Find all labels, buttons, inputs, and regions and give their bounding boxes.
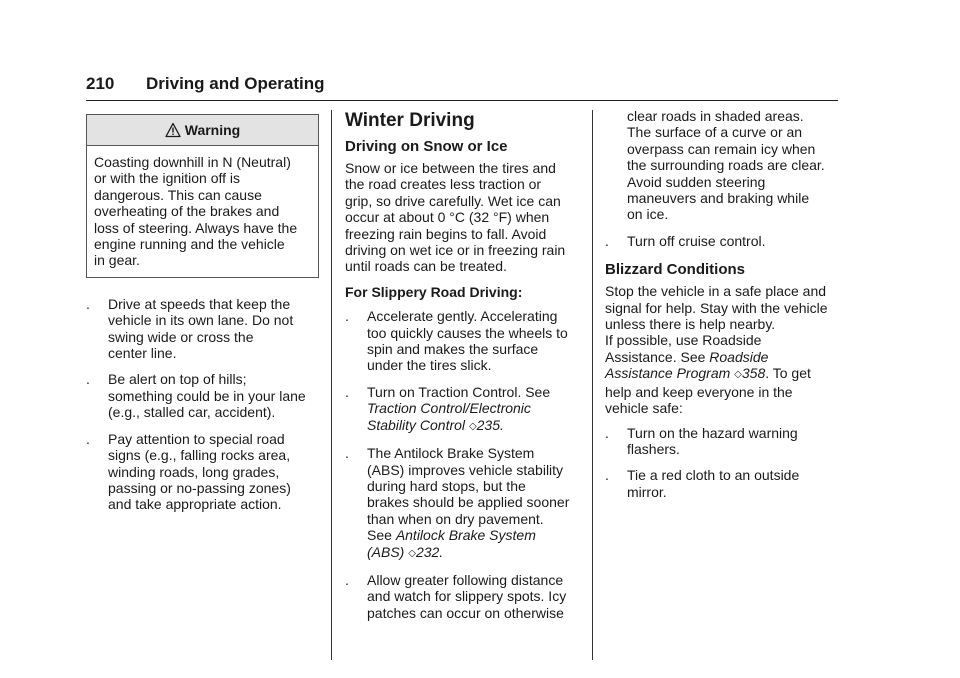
cross-reference[interactable]: Stability Control [367, 416, 466, 433]
text-fragment: . To get [765, 365, 811, 382]
bullet: . [605, 424, 609, 441]
bullet: . [345, 308, 349, 325]
column-divider [592, 110, 593, 660]
page-header [86, 70, 838, 101]
text-line: loss of steering. Always have the [94, 219, 298, 236]
text-line: than when on dry pavement. [367, 510, 544, 527]
text-line: winding roads, long grades, [108, 463, 280, 480]
bullet-list [605, 425, 838, 501]
list-item [605, 425, 838, 458]
text-line: Coasting downhill in N (Neutral) [94, 154, 291, 170]
text-line: unless there is help nearby. [605, 316, 776, 333]
text-line: on ice. [627, 206, 669, 223]
column-3 [605, 108, 838, 500]
cross-reference[interactable]: Traction Control/Electronic [367, 400, 531, 417]
section-title: Winter Driving [345, 110, 475, 131]
text-line: The surface of a curve or an [627, 124, 803, 141]
bullet: . [86, 430, 90, 447]
bullet: . [605, 467, 609, 484]
text-line: the road creates less traction or [345, 176, 542, 193]
cross-reference[interactable]: Assistance Program [605, 365, 731, 382]
column-divider [331, 110, 332, 660]
warning-text [87, 146, 318, 277]
text-line: flashers. [627, 440, 680, 457]
cross-reference[interactable]: Roadside [709, 348, 769, 365]
text-line: occur at about 0 °C (32 °F) when [345, 209, 550, 226]
paragraph [605, 283, 838, 416]
text-line: the surrounding roads are clear. [627, 157, 825, 174]
text-line: spin and makes the surface [367, 341, 539, 358]
list-item [345, 572, 578, 621]
page-ref-icon: ◇ [468, 420, 477, 432]
page-ref-icon: ◇ [408, 547, 416, 559]
list-item [86, 431, 319, 513]
text-line: maneuvers and braking while [627, 190, 810, 207]
text-line: and watch for slippery spots. Icy [367, 588, 567, 605]
text-line: dangerous. This can cause [94, 186, 262, 203]
text-line: grip, so drive carefully. Wet ice can [345, 192, 561, 209]
cross-reference[interactable]: Antilock Brake System [395, 527, 536, 544]
warning-box [86, 114, 319, 278]
bullet: . [86, 371, 90, 388]
page-ref-icon: ◇ [734, 369, 742, 381]
text-line: Snow or ice between the tires and [345, 160, 556, 176]
text-line: until roads can be treated. [345, 258, 507, 275]
text-line: Pay attention to special road [108, 430, 285, 447]
bullet: . [86, 295, 90, 312]
text-line: overpass can remain icy when [627, 140, 816, 157]
list-item [86, 371, 319, 420]
text-line: something could be in your lane [108, 387, 306, 404]
text-line: Tie a red cloth to an outside [627, 467, 800, 484]
text-line: signal for help. Stay with the vehicle [605, 299, 828, 316]
list-item: . The Antilock Brake System (ABS) improves vehicle stability during hard stops, but the brakes should be applied sooner than when on dry pavement. See Antilock Brake System (ABS) ◇232. [345, 445, 578, 562]
column-2 [345, 110, 578, 621]
text-line: Turn off cruise control. [627, 232, 766, 249]
page-reference[interactable]: 358 [741, 365, 766, 382]
text-line: Turn on Traction Control. See [367, 383, 551, 400]
page-reference[interactable]: 235 [476, 416, 500, 433]
list-item [605, 233, 838, 249]
bullet: . [605, 232, 609, 249]
text-line: Turn on the hazard warning [627, 424, 798, 441]
bullet-list [345, 308, 578, 621]
paragraph [345, 160, 578, 275]
warning-triangle-icon [165, 122, 181, 138]
column-1 [86, 114, 319, 513]
subsection-title: Blizzard Conditions [605, 261, 745, 279]
list-item [345, 308, 578, 374]
text-line: signs (e.g., falling rocks area, [108, 447, 291, 464]
bullet: . [345, 445, 349, 462]
list-item: . Turn on Traction Control. See Traction Control/Electronic Stability Control ◇235. [345, 384, 578, 435]
text-line: brakes should be applied sooner [367, 494, 570, 511]
text-line: engine running and the vehicle [94, 236, 285, 253]
warning-title: Warning [184, 121, 241, 138]
text-line: The Antilock Brake System [367, 445, 535, 462]
bullet-continuation [605, 108, 838, 223]
text-line: clear roads in shaded areas. [627, 108, 804, 124]
text-line: (ABS) improves vehicle stability [367, 461, 564, 478]
text-line: Avoid sudden steering [627, 173, 766, 190]
text-line: driving on wet ice or in freezing rain [345, 242, 566, 259]
slippery-label: For Slippery Road Driving: [345, 283, 523, 300]
text-line: patches can occur on otherwise [367, 604, 564, 621]
bullet: . [345, 571, 349, 588]
text-line: too quickly causes the wheels to [367, 324, 568, 341]
text-line: Be alert on top of hills; [108, 371, 247, 388]
text-line: passing or no-passing zones) [108, 479, 291, 496]
text-line: or with the ignition off is [94, 170, 241, 187]
text-line: Allow greater following distance [367, 571, 564, 588]
text-line: and take appropriate action. [108, 496, 282, 513]
text-line: Drive at speeds that keep the [108, 295, 291, 312]
text-line: vehicle safe: [605, 400, 683, 417]
text-see: See [367, 527, 392, 544]
subsection-title: Driving on Snow or Ice [345, 138, 508, 155]
text-line: vehicle in its own lane. Do not [108, 312, 294, 329]
bullet-list [86, 296, 319, 513]
text-see: Assistance. See [605, 348, 706, 365]
list-item [605, 467, 838, 500]
text-line: freezing rain begins to fall. Avoid [345, 225, 547, 242]
bullet-list [605, 233, 838, 249]
text-line: (e.g., stalled car, accident). [108, 404, 276, 421]
text-line: swing wide or cross the [108, 328, 254, 345]
text-line: help and keep everyone in the [605, 383, 793, 400]
chapter-title: Driving and Operating [146, 74, 325, 93]
warning-header [87, 115, 318, 146]
text-line: Accelerate gently. Accelerating [367, 308, 558, 325]
list-item [86, 296, 319, 362]
bullet: . [345, 383, 349, 400]
page-reference[interactable]: 232 [415, 543, 440, 560]
text-line: If possible, use Roadside [605, 332, 762, 349]
text-line: under the tires slick. [367, 357, 492, 374]
page-number: 210 [86, 74, 115, 93]
text-line: Stop the vehicle in a safe place and [605, 283, 827, 300]
text-line: overheating of the brakes and [94, 203, 280, 220]
cross-reference[interactable]: (ABS) [367, 543, 405, 560]
text-line: mirror. [627, 483, 667, 500]
text-line: in gear. [94, 252, 140, 269]
text-line: center line. [108, 345, 177, 362]
text-line: during hard stops, but the [367, 477, 526, 494]
